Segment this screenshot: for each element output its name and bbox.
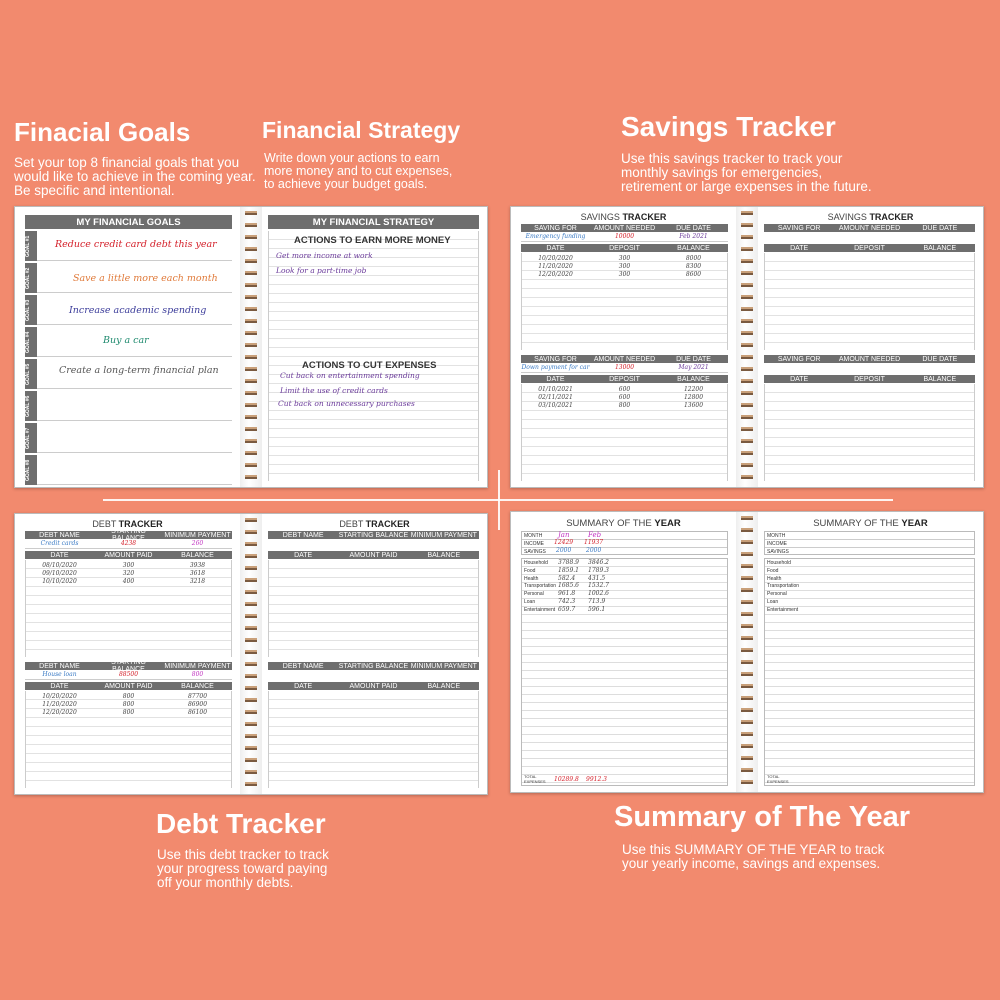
savings-top-header	[764, 224, 975, 232]
cell: 08/10/2020	[42, 562, 77, 569]
col-header: AMOUNT PAID	[104, 551, 153, 559]
spiral-binding	[240, 514, 262, 794]
cut-action: Limit the use of credit cards	[280, 386, 388, 395]
strategy-header: MY FINANCIAL STRATEGY	[268, 215, 479, 229]
table-row	[25, 570, 232, 577]
col-header: MINIMUM PAYMENT	[410, 531, 477, 539]
cut-action: Cut back on entertainment spending	[280, 371, 420, 380]
total-label: EXPENSES	[524, 778, 546, 784]
total-jan: 10289.8	[554, 776, 579, 783]
title-part: SUMMARY OF THE	[813, 518, 899, 529]
savings-tracker-description	[621, 152, 872, 194]
row-label: Household	[524, 560, 548, 566]
goal-entry: Save a little more each month	[73, 273, 218, 284]
debt-sub-header	[25, 551, 232, 559]
desc-line: monthly savings for emergencies,	[621, 165, 823, 180]
row-label: Personal	[767, 591, 787, 598]
cell: 596.1	[588, 605, 606, 613]
debt-tracker-heading: Debt Tracker	[156, 808, 326, 839]
cell: 12/20/2020	[42, 709, 77, 716]
minimum-payment-value: 800	[191, 671, 204, 678]
row-label: SAVINGS	[767, 548, 789, 555]
col-header: STARTING BALANCE	[338, 531, 409, 539]
savings-feb: 2000	[586, 547, 602, 554]
col-header: AMOUNT PAID	[349, 682, 398, 690]
cut-action: Cut back on unnecessary purchases	[278, 399, 415, 408]
row-label: Household	[767, 560, 791, 566]
starting-balance-value: 4238	[120, 540, 137, 547]
saving-for-value: Down payment for car	[521, 364, 590, 371]
desc-line: would like to achieve in the coming year.	[14, 169, 256, 184]
cell: 3618	[189, 570, 206, 577]
goal-row	[25, 263, 232, 293]
row-label: Transportation	[767, 583, 800, 590]
row-label: Entertainment	[524, 606, 556, 613]
cell: 86900	[187, 701, 208, 708]
col-header: DEBT NAME	[282, 662, 324, 670]
summary-title	[758, 518, 983, 529]
col-header: BALANCE	[427, 551, 461, 559]
cell: 1532.7	[588, 582, 609, 590]
total-expenses-label	[767, 775, 789, 784]
month-jan: Jan	[558, 531, 570, 539]
goal-row	[25, 231, 232, 261]
col-header: MINIMUM PAYMENT	[164, 531, 231, 539]
row-label: Loan	[767, 598, 779, 605]
col-header: DEPOSIT	[609, 244, 640, 252]
summary-title	[511, 518, 736, 529]
jan-expense-values	[558, 559, 579, 614]
savings-sub-header	[764, 375, 975, 383]
col-header: BALANCE	[923, 375, 957, 383]
col-header: BALANCE	[181, 682, 214, 690]
row-label: Loan	[524, 598, 536, 605]
col-header: BALANCE	[181, 551, 214, 559]
row-label: SAVINGS	[524, 548, 546, 555]
col-header: DATE	[294, 551, 313, 559]
title-part: TRACKER	[622, 212, 667, 222]
goal-entry-area	[37, 359, 232, 389]
desc-line: Set your top 8 financial goals that you	[14, 155, 240, 170]
month-feb: Feb	[588, 531, 602, 539]
earn-money-title: ACTIONS TO EARN MORE MONEY	[294, 235, 451, 246]
cell: 600	[618, 386, 631, 393]
title-part: SAVINGS	[580, 212, 620, 222]
cell: 742.3	[558, 597, 576, 605]
col-header: DATE	[50, 682, 69, 690]
savings-sub-header	[521, 375, 728, 383]
cell: 12800	[683, 394, 704, 401]
debt-top-header	[268, 662, 479, 670]
summary-top-grid	[764, 531, 975, 555]
col-header: AMOUNT NEEDED	[838, 355, 901, 363]
summary-planner	[510, 511, 984, 793]
debt-sub-header	[268, 682, 479, 690]
cell: 1685.6	[558, 582, 579, 590]
cell: 800	[122, 709, 135, 716]
desc-line: off your monthly debts.	[157, 875, 294, 890]
table-row	[25, 709, 232, 716]
cell: 300	[618, 255, 631, 262]
cell: 1859.1	[558, 566, 579, 574]
earn-action: Get more income at work	[276, 251, 373, 260]
debt-tracker-description	[157, 848, 329, 890]
col-header: DATE	[50, 551, 69, 559]
debt-top-header	[25, 528, 232, 542]
cell: 10/20/2020	[42, 693, 77, 700]
financial-goals-description	[14, 156, 256, 198]
debt-page-right	[262, 514, 487, 794]
savings-title	[758, 212, 983, 222]
goal-row	[25, 423, 232, 453]
table-row	[521, 271, 728, 278]
goal-entry-area	[37, 455, 232, 485]
table-row	[25, 562, 232, 569]
cell: 1002.6	[588, 590, 609, 598]
total-expenses-label	[524, 775, 546, 784]
col-header: DEBT NAME	[39, 531, 80, 539]
col-header: DATE	[294, 682, 313, 690]
table-row	[521, 386, 728, 393]
desc-line: to achieve your budget goals.	[264, 177, 428, 191]
savings-tracker-heading: Savings Tracker	[621, 111, 836, 142]
debt-info-row	[25, 540, 232, 549]
col-header: DATE	[790, 375, 809, 383]
saving-for-value: Emergency funding	[525, 233, 586, 240]
col-header: DUE DATE	[922, 355, 958, 363]
row-label: MONTH	[767, 533, 786, 539]
col-header: STARTING BALANCE	[338, 662, 409, 670]
cell: 10/20/2020	[538, 255, 573, 262]
title-part: SUMMARY OF THE	[566, 518, 652, 529]
col-header: AMOUNT NEEDED	[838, 224, 901, 232]
savings-lined-area	[764, 384, 975, 481]
desc-line: more money and to cut expenses,	[264, 164, 453, 178]
savings-title	[511, 212, 736, 222]
col-header: BALANCE	[923, 244, 957, 252]
savings-top-header	[521, 355, 728, 363]
col-header: AMOUNT NEEDED	[593, 224, 656, 232]
debt-planner	[14, 513, 488, 795]
col-header: SAVING FOR	[777, 355, 821, 363]
cell: 713.9	[588, 597, 606, 605]
spiral-binding	[240, 207, 262, 487]
cell: 86100	[187, 709, 208, 716]
total-label: EXPENSES	[767, 778, 789, 784]
starting-balance-value: 88500	[118, 671, 139, 678]
table-row	[521, 263, 728, 270]
summary-expense-grid	[521, 558, 728, 786]
cell: 8600	[685, 271, 702, 278]
title-part: TRACKER	[869, 212, 914, 222]
cell: 1789.3	[588, 566, 609, 574]
cell: 400	[122, 578, 135, 585]
goal-entry: Reduce credit card debt this year	[55, 239, 217, 250]
cell: 659.7	[558, 605, 576, 613]
cell: 3938	[189, 562, 206, 569]
amount-needed-value: 10000	[614, 233, 635, 240]
earn-action: Look for a part-time job	[276, 266, 367, 275]
col-header: MINIMUM PAYMENT	[410, 662, 477, 670]
goals-header: MY FINANCIAL GOALS	[25, 215, 232, 229]
col-header: DUE DATE	[922, 224, 958, 232]
cell: 12/20/2020	[538, 271, 573, 278]
savings-planner	[510, 206, 984, 488]
summary-top-labels	[767, 533, 789, 556]
feb-expense-values	[588, 559, 609, 614]
title-part: YEAR	[654, 518, 681, 529]
cell: 800	[122, 693, 135, 700]
savings-page-right	[758, 207, 983, 487]
debt-info-row	[25, 671, 232, 680]
expense-labels	[767, 560, 799, 615]
goal-row	[25, 455, 232, 485]
spiral-binding	[736, 512, 758, 792]
title-part: DEBT	[339, 519, 364, 529]
col-header: SAVING FOR	[534, 355, 577, 363]
debt-lined-area	[268, 691, 479, 788]
debt-sub-header	[25, 682, 232, 690]
cell: 8000	[685, 255, 702, 262]
goal-tab: GOAL #3	[25, 295, 37, 325]
col-header: BALANCE	[677, 244, 710, 252]
financial-strategy-description	[264, 152, 452, 191]
cell: 300	[618, 263, 631, 270]
goals-page	[15, 207, 240, 487]
desc-line: retirement or large expenses in the future.	[621, 179, 872, 194]
col-header: DEBT NAME	[39, 662, 80, 670]
goal-entry: Increase academic spending	[69, 305, 207, 316]
col-header: DEBT NAME	[282, 531, 324, 539]
goal-row	[25, 295, 232, 325]
cell: 320	[122, 570, 135, 577]
vertical-divider	[498, 470, 500, 530]
col-header: DUE DATE	[676, 224, 711, 232]
cut-expenses-title: ACTIONS TO CUT EXPENSES	[302, 360, 437, 371]
goal-row	[25, 391, 232, 421]
desc-line: Write down your actions to earn	[264, 151, 440, 165]
total-label: TOTAL	[524, 774, 537, 779]
goal-tab: GOAL #8	[25, 455, 37, 485]
goal-entry-area	[37, 295, 232, 325]
summary-page-left	[511, 512, 736, 792]
debt-top-header	[268, 531, 479, 539]
table-row	[521, 394, 728, 401]
col-header: BALANCE	[677, 375, 710, 383]
total-label: TOTAL	[767, 774, 780, 779]
goal-entry: Create a long-term financial plan	[59, 365, 219, 376]
cell: 961.8	[558, 590, 576, 598]
cell: 3218	[189, 578, 206, 585]
col-header: DEPOSIT	[854, 375, 885, 383]
goal-entry-area	[37, 423, 232, 453]
goal-entry-area	[37, 263, 232, 293]
col-header: STARTING BALANCE	[111, 659, 146, 673]
cell: 800	[122, 701, 135, 708]
col-header: DATE	[546, 375, 565, 383]
savings-lined-area	[764, 253, 975, 350]
col-header: DEPOSIT	[609, 375, 640, 383]
savings-page-left	[511, 207, 736, 487]
debt-name-value: Credit cards	[40, 540, 79, 547]
desc-line: Use this savings tracker to track your	[621, 151, 843, 166]
desc-line: your progress toward paying	[157, 861, 328, 876]
title-part: TRACKER	[118, 519, 163, 529]
goal-tab: GOAL #7	[25, 423, 37, 453]
table-row	[25, 701, 232, 708]
minimum-payment-value: 260	[191, 540, 204, 547]
col-header: AMOUNT PAID	[349, 551, 398, 559]
cell: 01/10/2021	[538, 386, 573, 393]
debt-title	[262, 519, 487, 529]
summary-of-year-heading: Summary of The Year	[614, 801, 911, 833]
row-label: MONTH	[524, 533, 543, 539]
desc-line: Use this debt tracker to track	[157, 847, 329, 862]
spiral-binding	[736, 207, 758, 487]
goal-entry: Buy a car	[103, 335, 149, 346]
summary-top-grid	[521, 531, 728, 555]
table-row	[521, 255, 728, 262]
row-label: Health	[767, 575, 782, 582]
goal-row	[25, 359, 232, 389]
amount-needed-value: 13000	[614, 364, 635, 371]
col-header: SAVING FOR	[534, 224, 577, 232]
goals-strategy-planner	[14, 206, 488, 488]
expense-labels	[524, 560, 556, 615]
debt-lined-area	[268, 560, 479, 657]
cell: 02/11/2021	[538, 394, 573, 401]
summary-page-right	[758, 512, 983, 792]
cell: 8300	[685, 263, 702, 270]
col-header: MINIMUM PAYMENT	[164, 662, 231, 670]
col-header: AMOUNT NEEDED	[593, 355, 656, 363]
table-row	[25, 693, 232, 700]
col-header: DATE	[546, 244, 565, 252]
cell: 12200	[683, 386, 704, 393]
col-header: STARTING BALANCE	[111, 528, 146, 542]
summary-of-year-description	[622, 843, 884, 871]
row-label: Transportation	[524, 583, 557, 590]
goal-tab: GOAL #1	[25, 231, 37, 261]
cell: 300	[618, 271, 631, 278]
due-date-value: Feb 2021	[679, 233, 708, 240]
cell: 800	[618, 402, 631, 409]
cell: 431.5	[588, 574, 606, 582]
cell: 582.4	[558, 574, 576, 582]
goal-row	[25, 327, 232, 357]
due-date-value: May 2021	[678, 364, 709, 371]
cell: 10/10/2020	[42, 578, 77, 585]
savings-sub-header	[521, 244, 728, 252]
cell: 09/10/2020	[42, 570, 77, 577]
cell: 03/10/2021	[538, 402, 573, 409]
goal-tab: GOAL #6	[25, 391, 37, 421]
col-header: DEPOSIT	[854, 244, 885, 252]
total-feb: 9912.3	[586, 776, 607, 783]
row-label: Personal	[524, 591, 544, 598]
financial-goals-heading: Finacial Goals	[14, 117, 191, 147]
cell: 11/20/2020	[42, 701, 77, 708]
cell: 3788.9	[558, 559, 579, 566]
cell: 300	[122, 562, 135, 569]
row-label: INCOME	[524, 540, 544, 547]
savings-goal-row	[521, 364, 728, 373]
title-part: SAVINGS	[827, 212, 867, 222]
goal-entry-area	[37, 231, 232, 261]
col-header: SAVING FOR	[777, 224, 821, 232]
savings-jan: 2000	[556, 547, 572, 554]
savings-top-header	[764, 355, 975, 363]
savings-goal-row	[521, 233, 728, 242]
cell: 600	[618, 394, 631, 401]
financial-strategy-heading: Financial Strategy	[262, 117, 461, 143]
goal-entry-area	[37, 391, 232, 421]
goal-entry-area	[37, 327, 232, 357]
col-header: DUE DATE	[676, 355, 711, 363]
desc-line: Be specific and intentional.	[14, 183, 175, 198]
table-row	[521, 402, 728, 409]
income-feb: 11937	[584, 539, 604, 546]
row-label: Health	[524, 575, 539, 582]
goal-tab: GOAL #5	[25, 359, 37, 389]
desc-line: Use this SUMMARY OF THE YEAR to track	[622, 842, 885, 857]
col-header: AMOUNT PAID	[104, 682, 153, 690]
cell: 11/20/2020	[538, 263, 573, 270]
debt-top-header	[25, 659, 232, 673]
savings-sub-header	[764, 244, 975, 252]
desc-line: your yearly income, savings and expenses.	[622, 856, 881, 871]
cell: 87700	[187, 693, 208, 700]
table-row	[25, 578, 232, 585]
title-part: DEBT	[92, 519, 117, 529]
col-header: BALANCE	[427, 682, 461, 690]
row-label: INCOME	[767, 540, 787, 547]
debt-page-left	[15, 514, 240, 794]
row-label: Food	[767, 567, 779, 574]
debt-sub-header	[268, 551, 479, 559]
debt-name-value: House loan	[42, 671, 77, 678]
title-part: TRACKER	[365, 519, 410, 529]
col-header: DATE	[790, 244, 809, 252]
income-jan: 12429	[554, 539, 574, 546]
cell: 13600	[683, 402, 704, 409]
goal-tab: GOAL #4	[25, 327, 37, 357]
savings-top-header	[521, 224, 728, 232]
goal-tab: GOAL #2	[25, 263, 37, 293]
strategy-page	[262, 207, 487, 487]
row-label: Food	[524, 567, 536, 574]
title-part: YEAR	[901, 518, 928, 529]
summary-top-labels	[524, 533, 546, 556]
summary-expense-grid	[764, 558, 975, 786]
cell: 3846.2	[588, 559, 609, 566]
row-label: Entertainment	[767, 606, 799, 613]
